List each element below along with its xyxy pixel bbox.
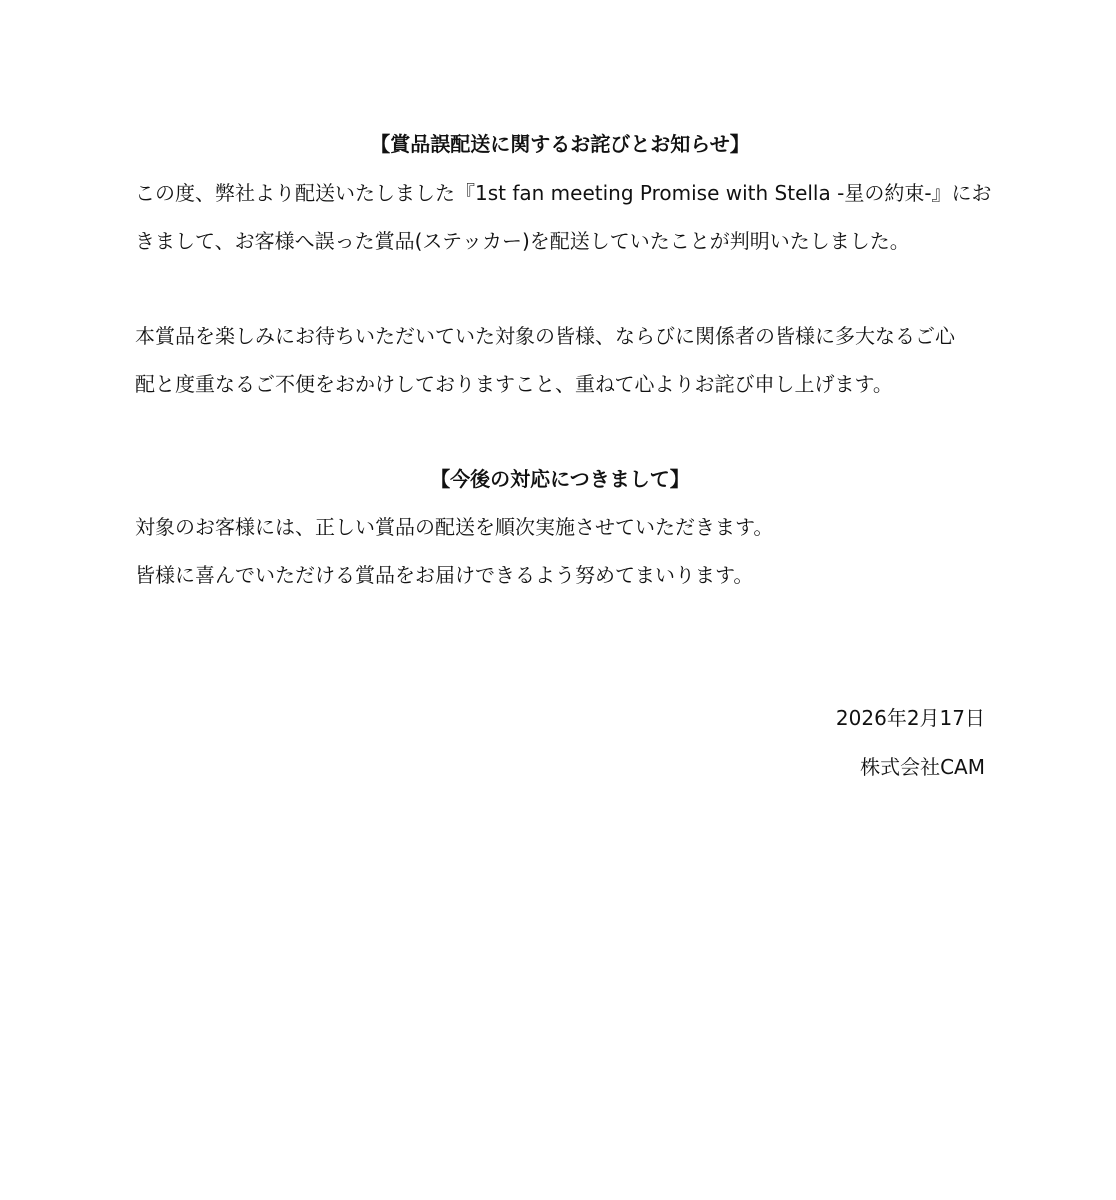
paragraph-2-line-1: 本賞品を楽しみにお待ちいただいていた対象の皆様、ならびに関係者の皆様に多大なるご心 [135, 324, 955, 348]
paragraph-3-line-2: 皆様に喜んでいただける賞品をお届けできるよう努めてまいります。 [135, 563, 754, 587]
notice-document [135, 0, 992, 1200]
company-name: 株式会社CAM [860, 755, 985, 779]
section-title: 【今後の対応につきまして】 [430, 467, 690, 491]
paragraph-1-line-2: きまして、お客様へ誤った賞品(ステッカー)を配送していたことが判明いたしました。 [135, 229, 910, 253]
notice-title: 【賞品誤配送に関するお詫びとお知らせ】 [370, 132, 750, 156]
paragraph-1-line-1: この度、弊社より配送いたしました『1st fan meeting Promise with Stella -星の約束-』にお [135, 181, 992, 205]
paragraph-2-line-2: 配と度重なるご不便をおかけしておりますこと、重ねて心よりお詫び申し上げます。 [135, 372, 893, 396]
notice-date: 2026年2月17日 [835, 706, 985, 730]
paragraph-3-line-1: 対象のお客様には、正しい賞品の配送を順次実施させていただきます。 [135, 515, 774, 539]
